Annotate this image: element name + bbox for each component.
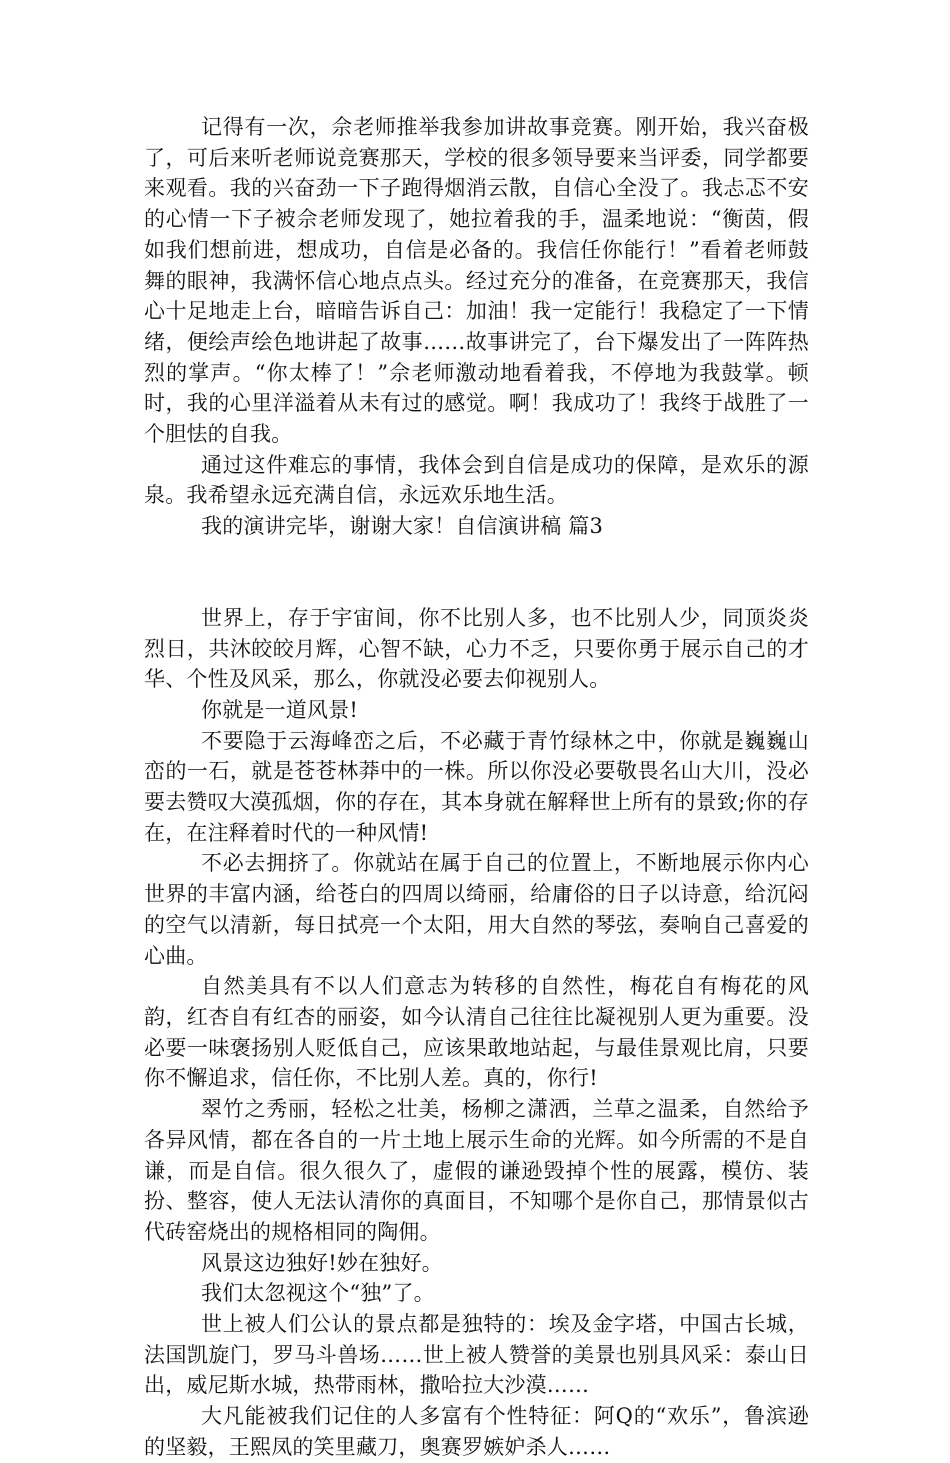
section-spacer	[144, 542, 809, 603]
document-page	[144, 112, 809, 1463]
paragraph-natural-beauty: 自然美具有不以人们意志为转移的自然性，梅花自有梅花的风韵，红杏自有红杏的丽姿，如今认清自己往往比凝视别人更为重要。没必要一味褒扬别人贬低自己，应该果敢地站起，与最佳景观比肩，只要你不懈追求，信任你，不比别人差。真的，你行!	[144, 974, 809, 1091]
paragraph-landmarks: 世上被人们公认的景点都是独特的：埃及金字塔，中国古长城，法国凯旋门，罗马斗兽场……世上被人赞誉的美景也别具风采：泰山日出，威尼斯水城，热带雨林，撒哈拉大沙漠……	[144, 1312, 809, 1398]
story-section	[144, 112, 809, 542]
paragraph-own-place: 不必去拥挤了。你就站在属于自己的位置上，不断地展示你内心世界的丰富内涵，给苍白的四周以绮丽，给庸俗的日子以诗意，给沉闷的空气以清新，每日拭亮一个太阳，用大自然的琴弦，奏响自己喜爱的心曲。	[144, 851, 809, 968]
paragraph-scenery: 你就是一道风景!	[201, 697, 359, 722]
paragraph-mountains: 不要隐于云海峰峦之后，不必藏于青竹绿林之中，你就是巍巍山峦的一石，就是苍苍林莽中的一株。所以你没必要敬畏名山大川，没必要去赞叹大漠孤烟，你的存在，其本身就在解释世上所有的景致;你的存在，在注释着时代的一种风情!	[144, 728, 809, 845]
paragraph-lesson: 通过这件难忘的事情，我体会到自信是成功的保障，是欢乐的源泉。我希望永远充满自信，永远欢乐地生活。	[144, 452, 809, 508]
paragraph-closing-heading: 我的演讲完毕，谢谢大家！自信演讲稿 篇3	[201, 514, 604, 539]
paragraph-speech-contest: 记得有一次，佘老师推举我参加讲故事竞赛。刚开始，我兴奋极了，可后来听老师说竞赛那天，学校的很多领导要来当评委，同学都要来观看。我的兴奋劲一下子跑得烟消云散，自信心全没了。我忐忑不安的心情一下子被佘老师发现了，她拉着我的手，温柔地说：“衡茵，假如我们想前进，想成功，自信是必备的。我信任你能行！”看着老师鼓舞的眼神，我满怀信心地点点头。经过充分的准备，在竞赛那天，我信心十足地走上台，暗暗告诉自己：加油！我一定能行！我稳定了一下情绪，便绘声绘色地讲起了故事……故事讲完了，台下爆发出了一阵阵热烈的掌声。“你太棒了！”佘老师激动地看着我，不停地为我鼓掌。顿时，我的心里洋溢着从未有过的感觉。啊！我成功了！我终于战胜了一个胆怯的自我。	[144, 115, 809, 447]
paragraph-uniqueness: 我们太忽视这个“独”了。	[201, 1281, 435, 1306]
paragraph-world: 世界上，存于宇宙间，你不比别人多，也不比别人少，同顶炎炎烈日，共沐皎皎月辉，心智不缺，心力不乏，只要你勇于展示自己的才华、个性及风采，那么，你就没必要去仰视别人。	[144, 605, 809, 692]
speech-3-section	[144, 603, 809, 1463]
paragraph-bamboo: 翠竹之秀丽，轻松之壮美，杨柳之潇洒，兰草之温柔，自然给予各异风情，都在各自的一片土地上展示生命的光辉。如今所需的不是自谦，而是自信。很久很久了，虚假的谦逊毁掉个性的展露，模仿、装扮、整容，使人无法认清你的真面目，不知哪个是你自己，那情景似古代砖窑烧出的规格相同的陶佣。	[144, 1097, 809, 1244]
paragraph-unique-view: 风景这边独好!妙在独好。	[201, 1250, 443, 1275]
paragraph-characters: 大凡能被我们记住的人多富有个性特征：阿Q的“欢乐”，鲁滨逊的坚毅，王熙凤的笑里藏刀，奥赛罗嫉妒杀人……	[144, 1404, 809, 1459]
